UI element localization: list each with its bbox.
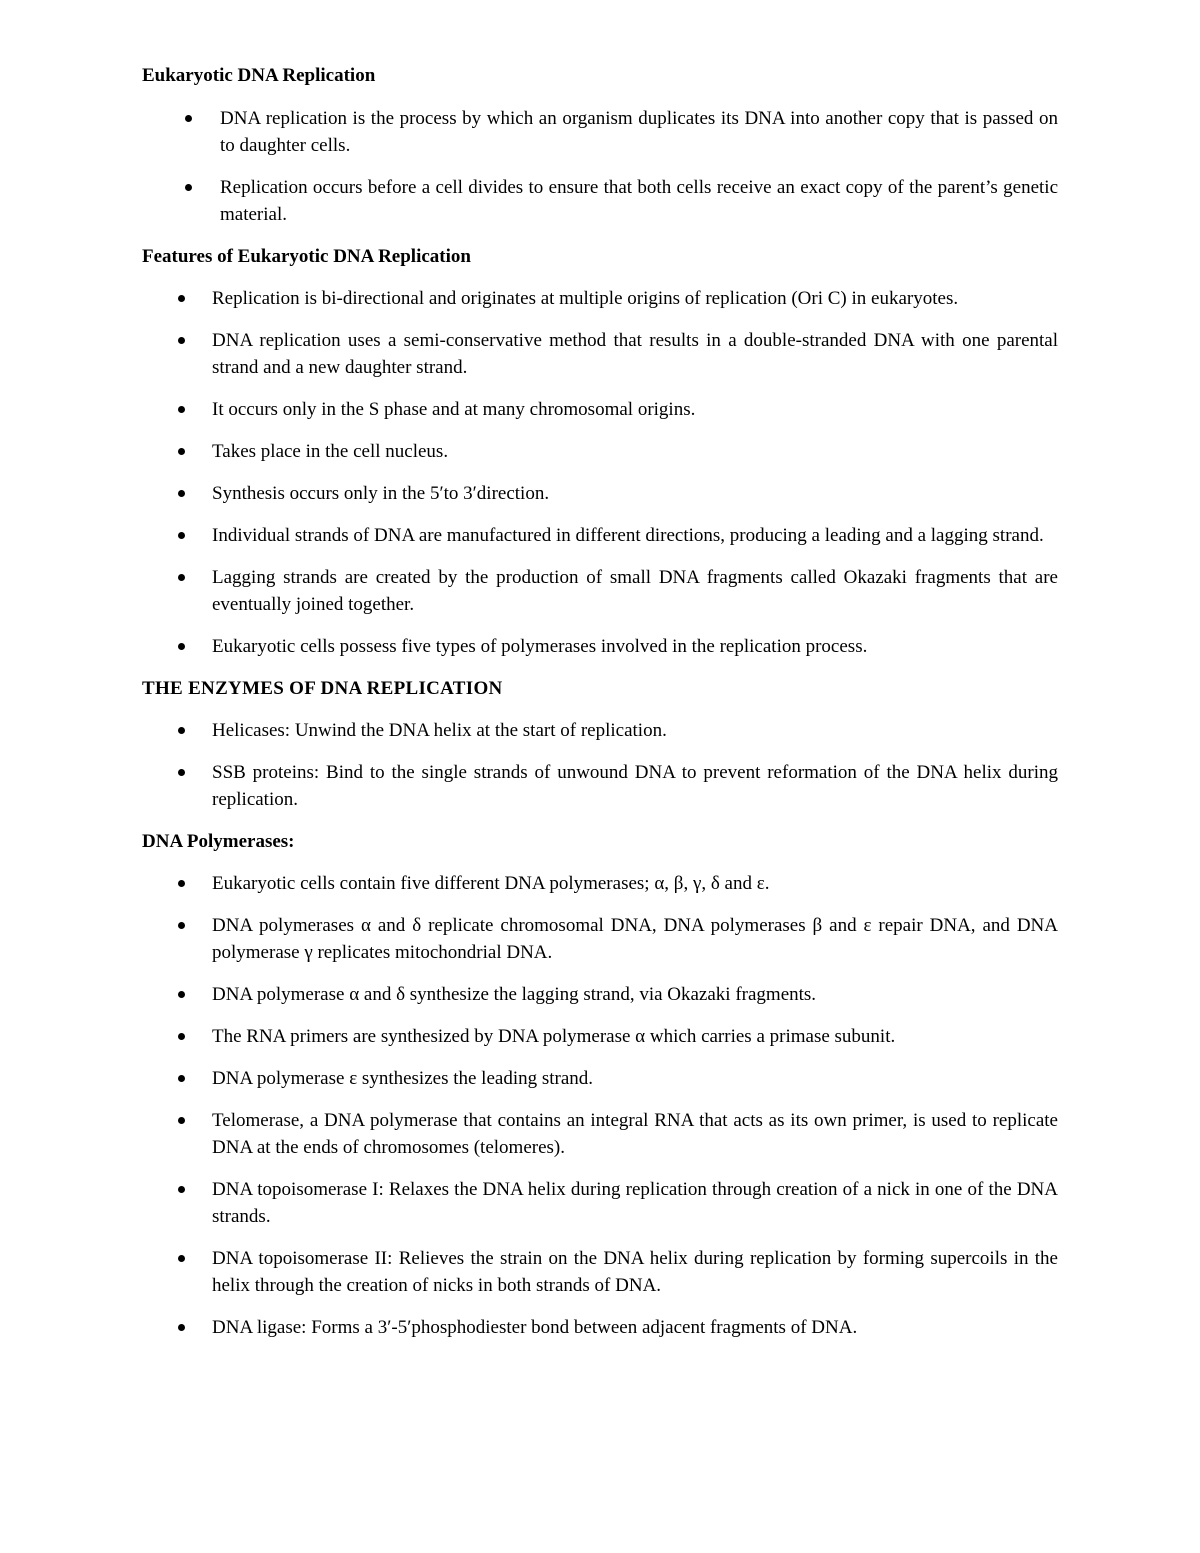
list-item: Helicases: Unwind the DNA helix at the start of replication. [142, 717, 1058, 744]
bullet-icon [178, 1033, 185, 1040]
list-item: Individual strands of DNA are manufactured in different directions, producing a leading and a lagging strand. [142, 522, 1058, 549]
bullet-icon [178, 991, 185, 998]
list-item: DNA polymerase ε synthesizes the leading strand. [142, 1065, 1058, 1092]
bullet-icon [178, 769, 185, 776]
bullet-icon [178, 295, 185, 302]
list-item: DNA topoisomerase I: Relaxes the DNA helix during replication through creation of a nick in one of the DNA strands. [142, 1176, 1058, 1230]
list-item: DNA replication uses a semi-conservative method that results in a double-stranded DNA with one parental strand and a new daughter strand. [142, 327, 1058, 381]
list-item: Lagging strands are created by the production of small DNA fragments called Okazaki fragments that are eventually joined together. [142, 564, 1058, 618]
bullet-icon [178, 337, 185, 344]
list-item: SSB proteins: Bind to the single strands of unwound DNA to prevent reformation of the DNA helix during replication. [142, 759, 1058, 813]
bullet-icon [178, 1117, 185, 1124]
bullet-list [142, 105, 1058, 228]
list-item: DNA polymerases α and δ replicate chromosomal DNA, DNA polymerases β and ε repair DNA, and DNA polymerase γ replicates mitochondrial DNA. [142, 912, 1058, 966]
bullet-icon [178, 1324, 185, 1331]
list-item: Eukaryotic cells possess five types of polymerases involved in the replication process. [142, 633, 1058, 660]
bullet-icon [185, 184, 192, 191]
bullet-icon [178, 490, 185, 497]
list-item: Replication is bi-directional and originates at multiple origins of replication (Ori C) in eukaryotes. [142, 285, 1058, 312]
bullet-icon [178, 727, 185, 734]
bullet-list [142, 717, 1058, 813]
section-heading-eukaryotic-dna-replication: Eukaryotic DNA Replication [142, 65, 376, 86]
bullet-icon [178, 643, 185, 650]
bullet-icon [185, 115, 192, 122]
list-item: Synthesis occurs only in the 5′to 3′direction. [142, 480, 1058, 507]
list-item: The RNA primers are synthesized by DNA polymerase α which carries a primase subunit. [142, 1023, 1058, 1050]
bullet-icon [178, 532, 185, 539]
list-item: It occurs only in the S phase and at many chromosomal origins. [142, 396, 1058, 423]
bullet-icon [178, 880, 185, 887]
list-item: DNA replication is the process by which an organism duplicates its DNA into another copy that is passed on to daughter cells. [142, 105, 1058, 159]
bullet-list [142, 870, 1058, 1341]
list-item: DNA topoisomerase II: Relieves the strain on the DNA helix during replication by forming supercoils in the helix through the creation of nicks in both strands of DNA. [142, 1245, 1058, 1299]
document-page [142, 62, 1058, 1341]
bullet-icon [178, 1186, 185, 1193]
list-item: DNA polymerase α and δ synthesize the lagging strand, via Okazaki fragments. [142, 981, 1058, 1008]
bullet-icon [178, 574, 185, 581]
list-item: Telomerase, a DNA polymerase that contains an integral RNA that acts as its own primer, is used to replicate DNA at the ends of chromosomes (telomeres). [142, 1107, 1058, 1161]
bullet-icon [178, 1255, 185, 1262]
list-item: Eukaryotic cells contain five different DNA polymerases; α, β, γ, δ and ε. [142, 870, 1058, 897]
list-item: Takes place in the cell nucleus. [142, 438, 1058, 465]
section-heading-features: Features of Eukaryotic DNA Replication [142, 246, 471, 267]
bullet-icon [178, 406, 185, 413]
bullet-icon [178, 1075, 185, 1082]
bullet-list [142, 285, 1058, 660]
bullet-icon [178, 922, 185, 929]
bullet-icon [178, 448, 185, 455]
list-item: DNA ligase: Forms a 3′-5′phosphodiester bond between adjacent fragments of DNA. [142, 1314, 1058, 1341]
list-item: Replication occurs before a cell divides to ensure that both cells receive an exact copy of the parent’s genetic material. [142, 174, 1058, 228]
section-heading-enzymes: THE ENZYMES OF DNA REPLICATION [142, 678, 503, 699]
section-heading-dna-polymerases: DNA Polymerases: [142, 831, 295, 852]
